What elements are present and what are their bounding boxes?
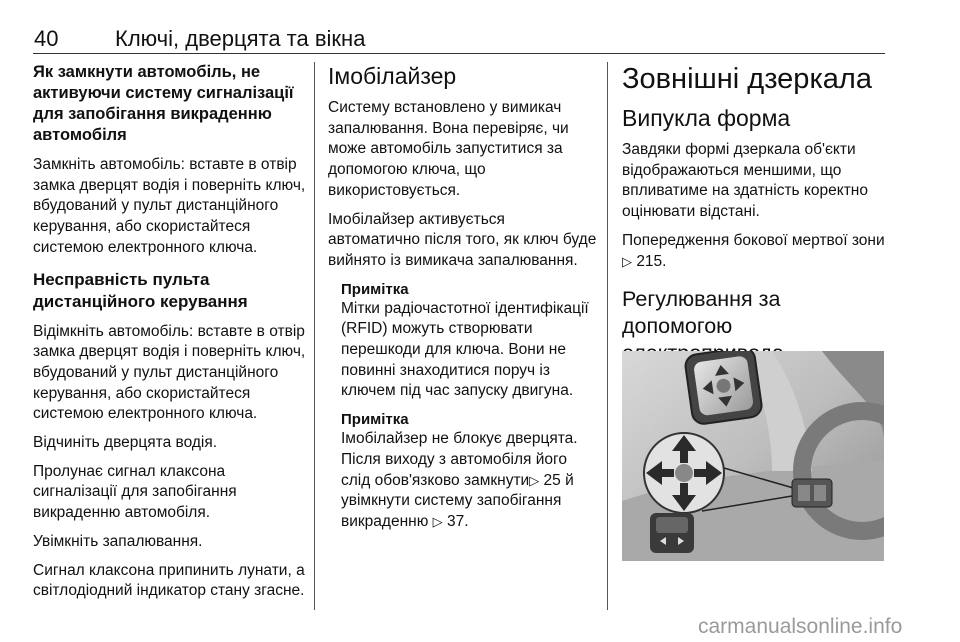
page-header-title: Ключі, дверцята та вікна xyxy=(115,26,366,51)
xref-icon: ▷ xyxy=(432,513,443,529)
heading-remote-fault: Несправність пульта дистанційного керування xyxy=(33,269,248,311)
note-title: Примітка xyxy=(341,411,409,429)
paragraph: Імобілайзер активується автоматично після того, як ключ буде вийнято із вимикача запалювання. xyxy=(328,210,597,269)
paragraph: Відчиніть дверцята водія. xyxy=(33,434,218,452)
xref-icon: ▷ xyxy=(622,253,632,269)
mirror-switch-drawing xyxy=(622,351,884,561)
page-number: 40 xyxy=(34,26,59,51)
page-ref[interactable]: 25 xyxy=(543,471,561,489)
paragraph: Пролунає сигнал клаксона сигналізації для запобігання викраденню автомобіля. xyxy=(33,462,237,522)
heading-convex-shape: Випукла форма xyxy=(622,105,791,131)
header-rule xyxy=(33,53,885,54)
paragraph: Сигнал клаксона припинить лунати, а світлодіодний індикатор стану згасне. xyxy=(33,561,305,600)
heading-lock-without-alarm: Як замкнути автомобіль, не активуючи систему сигналізації для запобігання викраденню автомобіля xyxy=(33,63,294,144)
paragraph: Замкніть автомобіль: вставте в отвір замка дверцят водія і поверніть ключ, вбудований у пульт дистанційного керування, або скористайтеся системою електронного ключа. xyxy=(33,156,306,256)
note-text-part: Імобілайзер не блокує дверцята. Після виходу з автомобіля його слід обов'язково замкнути xyxy=(341,430,578,489)
note-text: Мітки радіочастотної ідентифікації (RFID) можуть створювати перешкоди для ключа. Вони не повинні знаходитися поруч із ключем під час запуску двигуна. xyxy=(341,299,589,400)
column-right xyxy=(622,62,888,376)
paragraph xyxy=(622,231,888,272)
note-text-part: й увімкнути систему запобігання викраденню xyxy=(341,471,574,530)
column-middle xyxy=(328,62,598,541)
heading-electric-adjust: Регулювання за допомогою xyxy=(622,287,781,339)
page-ref[interactable]: 37. xyxy=(446,512,469,530)
paragraph: Завдяки формі дзеркала об'єкти відображаються меншими, що впливатиме на здатність коректно оцінювати відстані. xyxy=(622,141,868,221)
mirror-switch-illustration xyxy=(622,351,884,561)
paragraph: Відімкніть автомобіль: вставте в отвір замка дверцят водія і поверніть ключ, вбудований у пульт дистанційного керування, або скористайтеся системою електронного ключа. xyxy=(33,322,306,423)
note-text xyxy=(341,429,598,533)
page-ref[interactable]: 215. xyxy=(636,252,667,270)
column-divider-1 xyxy=(314,62,315,610)
xref-icon: ▷ xyxy=(529,472,540,488)
heading-immobilizer: Імобілайзер xyxy=(328,63,457,89)
note-doors xyxy=(341,410,598,533)
column-left xyxy=(33,62,309,610)
paragraph-text: Попередження бокової мертвої зони xyxy=(622,231,885,249)
paragraph: Систему встановлено у вимикач запалювання. Вона перевіряє, чи може автомобіль запуститися за допомогою ключа, що використовується. xyxy=(328,99,569,199)
note-rfid xyxy=(341,280,598,403)
paragraph: Увімкніть запалювання. xyxy=(33,532,203,550)
chapter-heading-mirrors: Зовнішні дзеркала xyxy=(622,63,872,95)
column-divider-2 xyxy=(607,62,608,610)
note-title: Примітка xyxy=(341,280,409,298)
watermark: carmanualsonline.info xyxy=(698,615,903,638)
